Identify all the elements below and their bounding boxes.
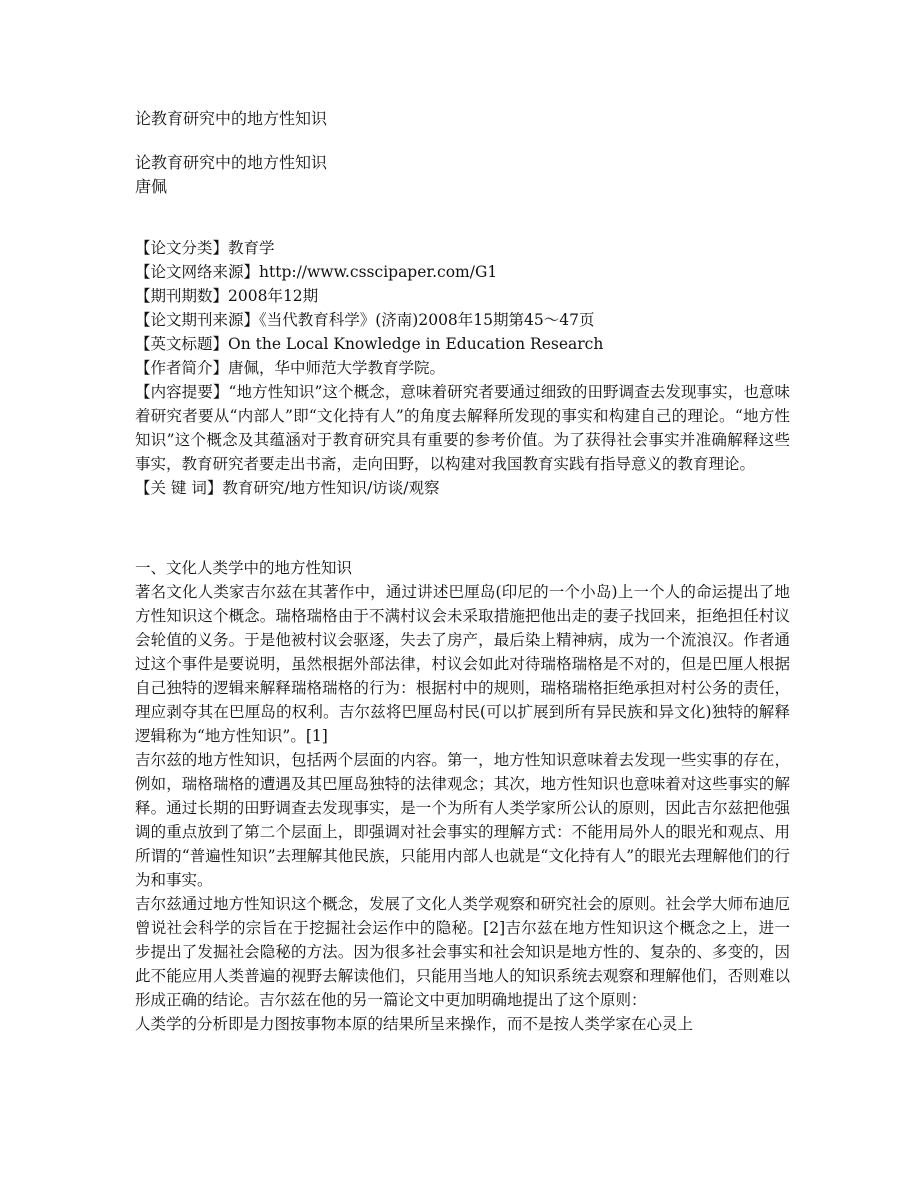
- paragraph: 著名文化人类家吉尔兹在其著作中，通过讲述巴厘岛(印尼的一个小岛)上一个人的命运提出了地方性知识这个概念。瑞格瑞格由于不满村议会未采取措施把他出走的妻子找回来，拒绝担任村议会轮值的义务。于是他被村议会驱逐，失去了房产，最后染上精神病，成为一个流浪汉。作者通过这个事件是要说明，虽然根据外部法律，村议会如此对待瑞格瑞格是不对的，但是巴厘人根据自己独特的逻辑来解释瑞格瑞格的行为：根据村中的规则，瑞格瑞格拒绝承担对村公务的责任，理应剥夺其在巴厘岛的权利。吉尔兹将巴厘岛村民(可以扩展到所有异民族和异文化)独特的解释逻辑称为“地方性知识”。[1]: [135, 583, 790, 745]
- paragraph: 吉尔兹通过地方性知识这个概念，发展了文化人类学观察和研究社会的原则。社会学大师布迪厄曾说社会科学的宗旨在于挖掘社会运作中的隐秘。[2]吉尔兹在地方性知识这个概念之上，进一步提出了发掘社会隐秘的方法。因为很多社会事实和社会知识是地方性的、复杂的、多变的，因此不能应用人类普遍的视野去解读他们，只能用当地人的知识系统去观察和理解他们，否则难以形成正确的结论。吉尔兹在他的另一篇论文中更加明确地提出了这个原则：: [135, 895, 790, 1009]
- article-body: [135, 556, 790, 1036]
- document-title: 论教育研究中的地方性知识: [135, 109, 328, 128]
- meta-journal: 【论文期刊来源】《当代教育科学》(济南)2008年15期第45～47页: [135, 311, 595, 329]
- paragraph: 吉尔兹的地方性知识，包括两个层面的内容。第一，地方性知识意味着去发现一些实事的存在，例如，瑞格瑞格的遭遇及其巴厘岛独特的法律观念；其次，地方性知识也意味着对这些事实的解释。通过长期的田野调查去发现事实，是一个为所有人类学家所公认的原则，因此吉尔兹把他强调的重点放到了第二个层面上，即强调对社会事实的理解方式：不能用局外人的眼光和观点、用所谓的“普遍性知识”去理解其他民族，只能用内部人也就是“文化持有人”的眼光去理解他们的行为和事实。: [135, 751, 790, 889]
- article-author: 唐佩: [135, 177, 168, 196]
- meta-keywords: 【关 键 词】教育研究/地方性知识/访谈/观察: [135, 479, 440, 497]
- meta-abstract: 【内容提要】“地方性知识”这个概念，意味着研究者要通过细致的田野调查去发现事实，也意味着研究者要从“内部人”即“文化持有人”的角度去解释所发现的事实和构建自己的理论。“地方性知识”这个概念及其蕴涵对于教育研究具有重要的参考价值。为了获得社会事实并准确解释这些事实，教育研究者要走出书斋，走向田野，以构建对我国教育实践有指导意义的教育理论。: [135, 383, 790, 473]
- article-metadata: [135, 236, 790, 500]
- paragraph: 人类学的分析即是力图按事物本原的结果所呈来操作，而不是按人类学家在心灵上: [135, 1015, 694, 1033]
- meta-english-title: 【英文标题】On the Local Knowledge in Education Research: [135, 335, 604, 353]
- article-title: 论教育研究中的地方性知识: [135, 153, 328, 172]
- meta-source-url: 【论文网络来源】http://www.csscipaper.com/G1: [135, 263, 498, 281]
- meta-issue: 【期刊期数】2008年12期: [135, 287, 319, 305]
- meta-category: 【论文分类】教育学: [135, 239, 275, 257]
- section-heading: 一、文化人类学中的地方性知识: [135, 559, 353, 577]
- meta-author-intro: 【作者简介】唐佩，华中师范大学教育学院。: [135, 359, 446, 377]
